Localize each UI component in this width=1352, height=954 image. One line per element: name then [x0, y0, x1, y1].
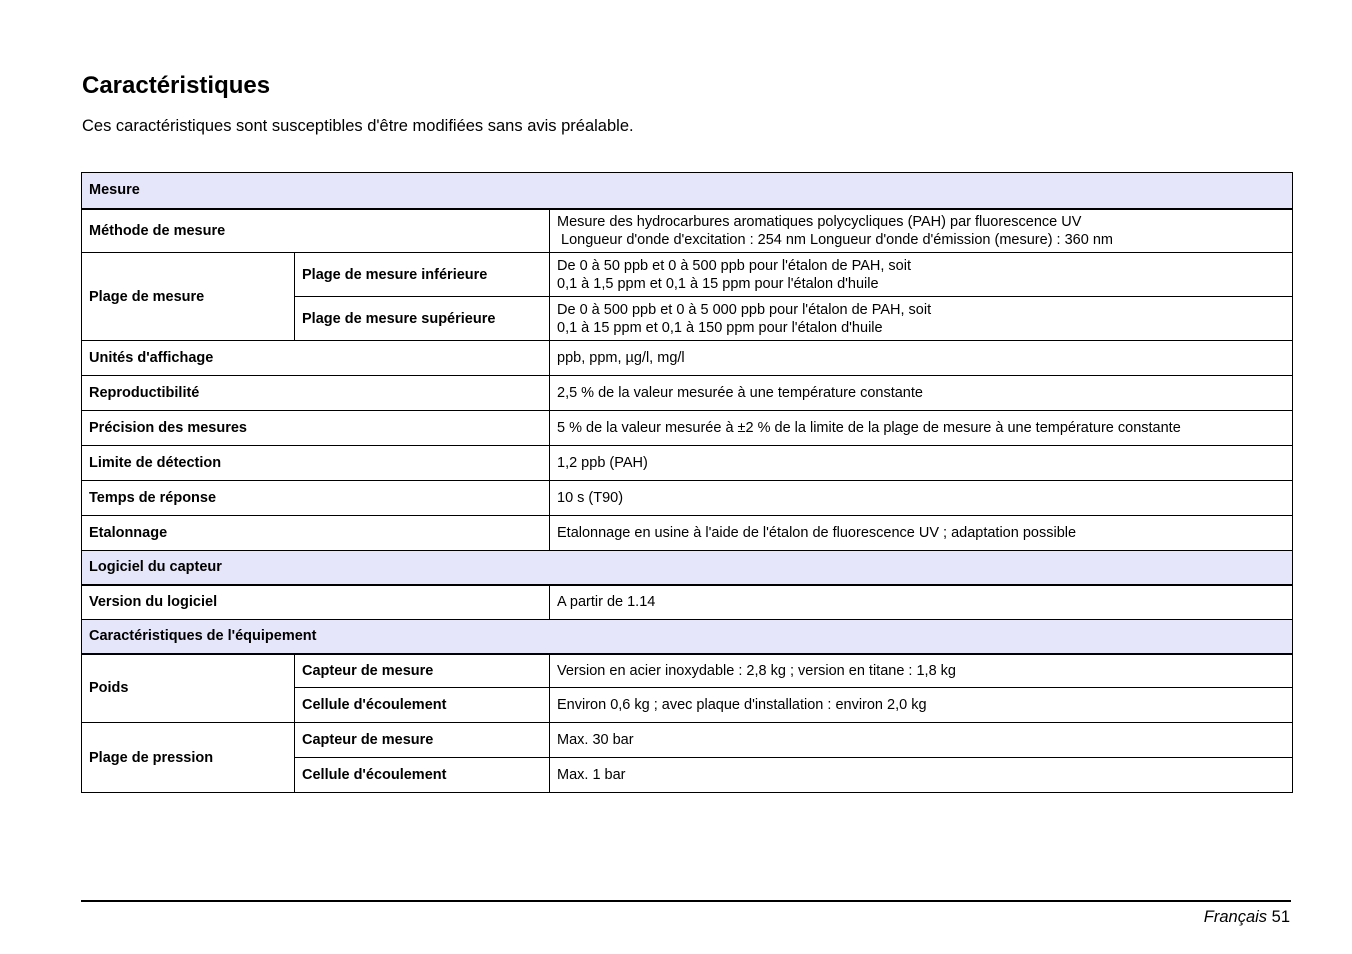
row-value: Max. 1 bar [550, 758, 1293, 793]
row-value [550, 253, 1293, 297]
row-value: Version en acier inoxydable : 2,8 kg ; version en titane : 1,8 kg [550, 654, 1293, 688]
row-label: Méthode de mesure [82, 209, 550, 253]
footer-divider [81, 900, 1291, 902]
value-line: De 0 à 50 ppb et 0 à 500 ppb pour l'étalon de PAH, soit [557, 257, 911, 274]
row-value: 1,2 ppb (PAH) [550, 446, 1293, 481]
row-label: Temps de réponse [82, 481, 550, 516]
table-row [82, 376, 1293, 411]
section-row-equipment [82, 620, 1293, 654]
row-value: 5 % de la valeur mesurée à ±2 % de la limite de la plage de mesure à une température constante [550, 411, 1293, 446]
section-header: Logiciel du capteur [82, 551, 1293, 585]
footer-language: Français [1203, 908, 1268, 926]
row-label: Etalonnage [82, 516, 550, 551]
row-value: Max. 30 bar [550, 723, 1293, 758]
value-line: Longueur d'onde d'excitation : 254 nm Longueur d'onde d'émission (mesure) : 360 nm [557, 231, 1113, 248]
table-row [82, 585, 1293, 620]
table-row [82, 723, 1293, 758]
section-header: Mesure [82, 173, 1293, 209]
value-line: 0,1 à 1,5 ppm et 0,1 à 15 ppm pour l'étalon d'huile [557, 275, 879, 292]
row-sublabel: Capteur de mesure [295, 654, 550, 688]
row-sublabel: Capteur de mesure [295, 723, 550, 758]
table-row [82, 481, 1293, 516]
row-label: Unités d'affichage [82, 341, 550, 376]
page-title: Caractéristiques [82, 72, 271, 99]
row-sublabel: Plage de mesure inférieure [295, 253, 550, 297]
table-row [82, 209, 1293, 253]
value-line: De 0 à 500 ppb et 0 à 5 000 ppb pour l'étalon de PAH, soit [557, 301, 932, 318]
intro-text: Ces caractéristiques sont susceptibles d'être modifiées sans avis préalable. [82, 117, 634, 135]
row-label: Poids [82, 654, 295, 723]
row-value: Etalonnage en usine à l'aide de l'étalon de fluorescence UV ; adaptation possible [550, 516, 1293, 551]
page-number: 51 [1271, 908, 1290, 926]
row-label: Plage de pression [82, 723, 295, 793]
value-line: 0,1 à 15 ppm et 0,1 à 150 ppm pour l'étalon d'huile [557, 319, 883, 336]
table-row [82, 253, 1293, 297]
row-sublabel: Plage de mesure supérieure [295, 297, 550, 341]
section-header: Caractéristiques de l'équipement [82, 620, 1293, 654]
row-sublabel: Cellule d'écoulement [295, 758, 550, 793]
row-value: Environ 0,6 kg ; avec plaque d'installation : environ 2,0 kg [550, 688, 1293, 723]
table-row [82, 341, 1293, 376]
table-row [82, 411, 1293, 446]
row-sublabel: Cellule d'écoulement [295, 688, 550, 723]
row-value: A partir de 1.14 [550, 585, 1293, 620]
row-label: Version du logiciel [82, 585, 550, 620]
row-value: ppb, ppm, µg/l, mg/l [550, 341, 1293, 376]
row-value: 10 s (T90) [550, 481, 1293, 516]
specifications-table [81, 172, 1293, 793]
row-label: Plage de mesure [82, 253, 295, 341]
section-row-measure [82, 173, 1293, 209]
page-footer [1204, 908, 1290, 927]
row-value [550, 209, 1293, 253]
table-row [82, 516, 1293, 551]
table-row [82, 654, 1293, 688]
section-row-software [82, 551, 1293, 585]
row-value [550, 297, 1293, 341]
row-label: Limite de détection [82, 446, 550, 481]
row-value: 2,5 % de la valeur mesurée à une température constante [550, 376, 1293, 411]
value-line: Mesure des hydrocarbures aromatiques polycycliques (PAH) par fluorescence UV [557, 213, 1082, 230]
row-label: Reproductibilité [82, 376, 550, 411]
table-row [82, 446, 1293, 481]
row-label: Précision des mesures [82, 411, 550, 446]
